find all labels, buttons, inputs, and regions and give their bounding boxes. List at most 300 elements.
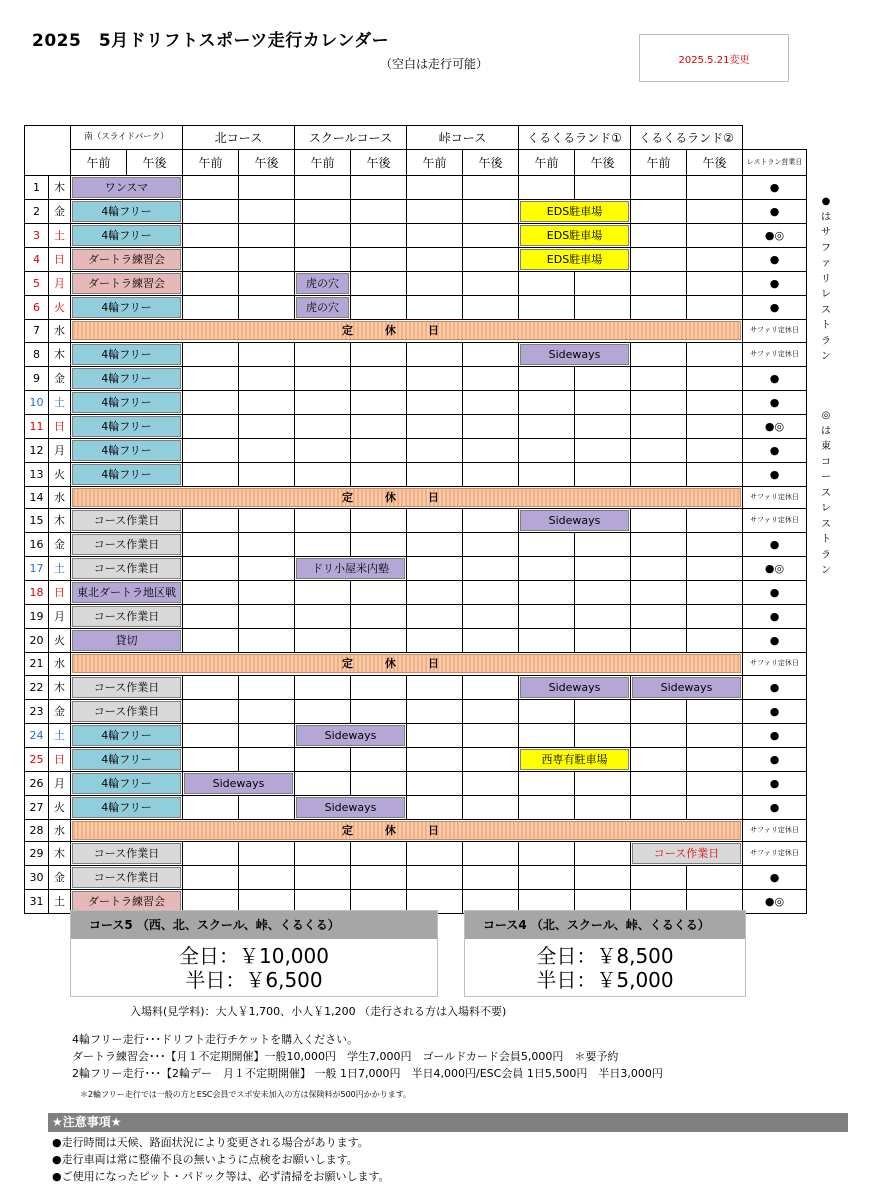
empty-slot bbox=[687, 224, 743, 248]
empty-slot bbox=[295, 176, 351, 200]
day-number: 24 bbox=[25, 723, 49, 747]
empty-slot bbox=[631, 296, 687, 320]
weekday: 土 bbox=[49, 224, 71, 248]
empty-slot bbox=[407, 581, 463, 605]
empty-slot bbox=[407, 533, 463, 557]
empty-slot bbox=[183, 414, 239, 438]
restaurant-status: サファリ定休日 bbox=[743, 486, 807, 509]
restaurant-status: ● bbox=[743, 866, 807, 890]
empty-slot bbox=[183, 581, 239, 605]
event-cell bbox=[71, 629, 183, 653]
calendar-row bbox=[25, 842, 807, 866]
empty-slot bbox=[519, 605, 575, 629]
empty-slot bbox=[687, 200, 743, 224]
restaurant-status: サファリ定休日 bbox=[743, 342, 807, 366]
am-label: 午前 bbox=[71, 150, 127, 176]
event-cell bbox=[519, 509, 631, 533]
weekday: 日 bbox=[49, 248, 71, 272]
event-cell bbox=[71, 176, 183, 200]
event-label: 4輪フリー bbox=[72, 416, 181, 437]
am-label: 午前 bbox=[183, 150, 239, 176]
empty-slot bbox=[407, 414, 463, 438]
empty-slot bbox=[407, 605, 463, 629]
day-number: 1 bbox=[25, 176, 49, 200]
empty-slot bbox=[463, 462, 519, 486]
event-cell bbox=[71, 795, 183, 819]
empty-slot bbox=[687, 795, 743, 819]
day-number: 29 bbox=[25, 842, 49, 866]
empty-slot bbox=[631, 248, 687, 272]
weekday: 月 bbox=[49, 605, 71, 629]
empty-slot bbox=[519, 533, 575, 557]
empty-slot bbox=[295, 771, 351, 795]
col-restaurant: レストラン営業日 bbox=[743, 150, 807, 176]
event-label: コース作業日 bbox=[72, 677, 181, 698]
weekday: 日 bbox=[49, 581, 71, 605]
empty-slot bbox=[239, 723, 295, 747]
empty-slot bbox=[575, 438, 631, 462]
empty-slot bbox=[407, 747, 463, 771]
holiday-label: 定休日 bbox=[72, 821, 741, 840]
fee-header: コース4 （北、スクール、峠、くるくる） bbox=[465, 911, 745, 939]
day-number: 15 bbox=[25, 509, 49, 533]
admission-fee: 入場料(見学料)：大人￥1,700、小人￥1,200 （走行される方は入場料不要) bbox=[130, 1005, 507, 1018]
restaurant-status: ● bbox=[743, 675, 807, 699]
empty-slot bbox=[183, 629, 239, 653]
empty-slot bbox=[463, 414, 519, 438]
change-note: 2025.5.21変更 bbox=[678, 54, 750, 66]
col-school: スクールコース bbox=[295, 126, 407, 150]
empty-slot bbox=[351, 414, 407, 438]
restaurant-status: ● bbox=[743, 747, 807, 771]
caution-item: ●走行時間は天候、路面状況により変更される場合があります。 bbox=[52, 1136, 369, 1149]
empty-slot bbox=[575, 414, 631, 438]
empty-slot bbox=[239, 629, 295, 653]
empty-slot bbox=[183, 675, 239, 699]
event-label: ダートラ練習会 bbox=[72, 891, 181, 912]
weekday: 木 bbox=[49, 509, 71, 533]
weekday: 火 bbox=[49, 795, 71, 819]
empty-slot bbox=[239, 795, 295, 819]
day-number: 26 bbox=[25, 771, 49, 795]
empty-slot bbox=[407, 699, 463, 723]
event-label: EDS駐車場 bbox=[520, 225, 629, 246]
empty-slot bbox=[183, 747, 239, 771]
empty-slot bbox=[183, 533, 239, 557]
empty-slot bbox=[687, 866, 743, 890]
event-label: 4輪フリー bbox=[72, 344, 181, 365]
empty-slot bbox=[351, 771, 407, 795]
restaurant-status: サファリ定休日 bbox=[743, 509, 807, 533]
empty-slot bbox=[463, 581, 519, 605]
caution-title: ★注意事項★ bbox=[48, 1113, 848, 1132]
calendar-row bbox=[25, 272, 807, 296]
empty-slot bbox=[295, 629, 351, 653]
weekday: 月 bbox=[49, 272, 71, 296]
restaurant-status: ●◎ bbox=[743, 557, 807, 581]
am-label: 午前 bbox=[519, 150, 575, 176]
empty-slot bbox=[295, 462, 351, 486]
restaurant-status: ● bbox=[743, 699, 807, 723]
empty-slot bbox=[407, 296, 463, 320]
event-cell bbox=[519, 675, 631, 699]
day-number: 19 bbox=[25, 605, 49, 629]
calendar-row bbox=[25, 320, 807, 343]
empty-slot bbox=[463, 699, 519, 723]
empty-slot bbox=[463, 438, 519, 462]
empty-slot bbox=[351, 176, 407, 200]
event-label: ワンスマ bbox=[72, 177, 181, 198]
restaurant-status: ●◎ bbox=[743, 414, 807, 438]
empty-slot bbox=[463, 675, 519, 699]
empty-slot bbox=[463, 557, 519, 581]
empty-slot bbox=[407, 629, 463, 653]
event-cell bbox=[71, 390, 183, 414]
event-label: コース作業日 bbox=[72, 701, 181, 722]
event-label: 東北ダートラ地区戦 bbox=[72, 582, 181, 603]
event-label: Sideways bbox=[296, 725, 405, 746]
empty-slot bbox=[463, 795, 519, 819]
weekday: 木 bbox=[49, 675, 71, 699]
restaurant-status: ●◎ bbox=[743, 890, 807, 914]
empty-slot bbox=[631, 462, 687, 486]
empty-slot bbox=[687, 438, 743, 462]
empty-slot bbox=[407, 390, 463, 414]
change-note-box bbox=[639, 34, 789, 82]
restaurant-status: サファリ定休日 bbox=[743, 842, 807, 866]
empty-slot bbox=[463, 200, 519, 224]
page-subtitle: （空白は走行可能） bbox=[380, 57, 489, 71]
restaurant-status: ● bbox=[743, 723, 807, 747]
empty-slot bbox=[407, 842, 463, 866]
event-cell bbox=[71, 272, 183, 296]
event-cell bbox=[71, 747, 183, 771]
empty-slot bbox=[183, 366, 239, 390]
empty-slot bbox=[463, 342, 519, 366]
empty-slot bbox=[407, 675, 463, 699]
empty-slot bbox=[239, 366, 295, 390]
empty-slot bbox=[463, 747, 519, 771]
empty-slot bbox=[239, 342, 295, 366]
empty-slot bbox=[183, 296, 239, 320]
restaurant-status: ● bbox=[743, 533, 807, 557]
empty-slot bbox=[407, 224, 463, 248]
restaurant-status: ● bbox=[743, 795, 807, 819]
empty-slot bbox=[183, 200, 239, 224]
event-cell bbox=[71, 366, 183, 390]
empty-slot bbox=[463, 605, 519, 629]
empty-slot bbox=[631, 414, 687, 438]
am-label: 午前 bbox=[407, 150, 463, 176]
weekday: 水 bbox=[49, 653, 71, 676]
calendar-row bbox=[25, 629, 807, 653]
empty-slot bbox=[575, 699, 631, 723]
event-cell bbox=[631, 675, 743, 699]
empty-slot bbox=[575, 795, 631, 819]
event-cell bbox=[71, 605, 183, 629]
calendar-row bbox=[25, 248, 807, 272]
empty-slot bbox=[575, 366, 631, 390]
empty-slot bbox=[687, 390, 743, 414]
day-number: 9 bbox=[25, 366, 49, 390]
empty-slot bbox=[295, 605, 351, 629]
calendar-row bbox=[25, 296, 807, 320]
col-south: 南（スライドパーク） bbox=[71, 126, 183, 150]
day-number: 28 bbox=[25, 819, 49, 842]
event-cell bbox=[295, 296, 351, 320]
empty-slot bbox=[631, 795, 687, 819]
empty-slot bbox=[239, 224, 295, 248]
calendar-row bbox=[25, 342, 807, 366]
empty-slot bbox=[463, 272, 519, 296]
empty-slot bbox=[519, 272, 575, 296]
empty-slot bbox=[295, 842, 351, 866]
restaurant-status: ● bbox=[743, 272, 807, 296]
restaurant-status: ● bbox=[743, 200, 807, 224]
empty-slot bbox=[295, 699, 351, 723]
day-number: 20 bbox=[25, 629, 49, 653]
event-label: EDS駐車場 bbox=[520, 249, 629, 270]
empty-slot bbox=[239, 176, 295, 200]
empty-slot bbox=[351, 438, 407, 462]
day-number: 5 bbox=[25, 272, 49, 296]
notes-list bbox=[72, 1031, 663, 1082]
day-number: 31 bbox=[25, 890, 49, 914]
empty-slot bbox=[295, 747, 351, 771]
empty-slot bbox=[183, 462, 239, 486]
col-north: 北コース bbox=[183, 126, 295, 150]
day-number: 6 bbox=[25, 296, 49, 320]
holiday-cell bbox=[71, 653, 743, 676]
empty-slot bbox=[463, 533, 519, 557]
empty-slot bbox=[183, 272, 239, 296]
empty-slot bbox=[351, 462, 407, 486]
calendar-row bbox=[25, 771, 807, 795]
event-cell bbox=[71, 699, 183, 723]
empty-slot bbox=[239, 533, 295, 557]
empty-slot bbox=[631, 366, 687, 390]
event-cell bbox=[519, 200, 631, 224]
weekday: 木 bbox=[49, 342, 71, 366]
calendar-row bbox=[25, 819, 807, 842]
event-cell bbox=[71, 438, 183, 462]
day-number: 3 bbox=[25, 224, 49, 248]
restaurant-status: サファリ定休日 bbox=[743, 819, 807, 842]
empty-slot bbox=[407, 366, 463, 390]
calendar-row bbox=[25, 224, 807, 248]
empty-slot bbox=[239, 675, 295, 699]
weekday: 日 bbox=[49, 747, 71, 771]
event-cell bbox=[631, 842, 743, 866]
empty-slot bbox=[183, 795, 239, 819]
calendar-row bbox=[25, 462, 807, 486]
weekday: 月 bbox=[49, 438, 71, 462]
empty-slot bbox=[687, 509, 743, 533]
empty-slot bbox=[407, 557, 463, 581]
empty-slot bbox=[463, 629, 519, 653]
holiday-cell bbox=[71, 486, 743, 509]
restaurant-status: ● bbox=[743, 248, 807, 272]
empty-slot bbox=[575, 390, 631, 414]
weekday: 金 bbox=[49, 200, 71, 224]
header-corner bbox=[25, 126, 71, 176]
empty-slot bbox=[463, 842, 519, 866]
empty-slot bbox=[239, 438, 295, 462]
empty-slot bbox=[183, 842, 239, 866]
empty-slot bbox=[463, 723, 519, 747]
empty-slot bbox=[463, 366, 519, 390]
empty-slot bbox=[687, 581, 743, 605]
event-label: Sideways bbox=[520, 677, 629, 698]
day-number: 22 bbox=[25, 675, 49, 699]
empty-slot bbox=[687, 557, 743, 581]
day-number: 30 bbox=[25, 866, 49, 890]
pm-label: 午後 bbox=[687, 150, 743, 176]
empty-slot bbox=[351, 272, 407, 296]
event-label: 4輪フリー bbox=[72, 797, 181, 818]
empty-slot bbox=[239, 605, 295, 629]
restaurant-status: ● bbox=[743, 605, 807, 629]
calendar-row bbox=[25, 699, 807, 723]
event-label: 4輪フリー bbox=[72, 297, 181, 318]
empty-slot bbox=[631, 581, 687, 605]
empty-slot bbox=[463, 176, 519, 200]
empty-slot bbox=[295, 509, 351, 533]
calendar-row bbox=[25, 176, 807, 200]
note-small: ＊2輪フリー走行では一般の方とESC会員でスポ安未加入の方は保険料が500円かかります。 bbox=[80, 1090, 412, 1099]
note-line: ダートラ練習会･･･【月１不定期開催】一般10,000円 学生7,000円 ゴールドカード会員5,000円 ＊要予約 bbox=[72, 1050, 619, 1063]
empty-slot bbox=[407, 438, 463, 462]
calendar-row bbox=[25, 723, 807, 747]
event-label: コース作業日 bbox=[72, 606, 181, 627]
event-label: 4輪フリー bbox=[72, 464, 181, 485]
empty-slot bbox=[687, 342, 743, 366]
day-number: 2 bbox=[25, 200, 49, 224]
col-kuru2: くるくるランド② bbox=[631, 126, 743, 150]
weekday: 金 bbox=[49, 866, 71, 890]
empty-slot bbox=[407, 248, 463, 272]
event-label: 虎の穴 bbox=[296, 273, 349, 294]
calendar-row bbox=[25, 438, 807, 462]
empty-slot bbox=[183, 224, 239, 248]
calendar-row bbox=[25, 509, 807, 533]
empty-slot bbox=[463, 771, 519, 795]
event-label: コース作業日 bbox=[72, 510, 181, 531]
day-number: 16 bbox=[25, 533, 49, 557]
caution-item: ●走行車両は常に整備不良の無いように点検をお願いします。 bbox=[52, 1153, 358, 1166]
empty-slot bbox=[575, 272, 631, 296]
empty-slot bbox=[239, 747, 295, 771]
restaurant-status: ● bbox=[743, 366, 807, 390]
holiday-label: 定休日 bbox=[72, 654, 741, 673]
empty-slot bbox=[183, 509, 239, 533]
empty-slot bbox=[687, 771, 743, 795]
holiday-label: 定休日 bbox=[72, 488, 741, 507]
event-label: Sideways bbox=[632, 677, 741, 698]
empty-slot bbox=[519, 795, 575, 819]
empty-slot bbox=[295, 866, 351, 890]
empty-slot bbox=[183, 342, 239, 366]
empty-slot bbox=[519, 438, 575, 462]
empty-slot bbox=[239, 296, 295, 320]
empty-slot bbox=[407, 771, 463, 795]
calendar-row bbox=[25, 581, 807, 605]
weekday: 火 bbox=[49, 462, 71, 486]
empty-slot bbox=[519, 462, 575, 486]
empty-slot bbox=[519, 771, 575, 795]
event-label: 4輪フリー bbox=[72, 725, 181, 746]
empty-slot bbox=[351, 533, 407, 557]
event-label: EDS駐車場 bbox=[520, 201, 629, 222]
weekday: 水 bbox=[49, 320, 71, 343]
note-line: 4輪フリー走行･･･ドリフト走行チケットを購入ください。 bbox=[72, 1033, 359, 1046]
event-cell bbox=[71, 842, 183, 866]
empty-slot bbox=[631, 438, 687, 462]
calendar-row bbox=[25, 675, 807, 699]
empty-slot bbox=[351, 581, 407, 605]
empty-slot bbox=[575, 842, 631, 866]
weekday: 木 bbox=[49, 842, 71, 866]
event-label: Sideways bbox=[184, 773, 293, 794]
empty-slot bbox=[687, 699, 743, 723]
note-line: 2輪フリー走行･･･【2輪デー 月１不定期開催】 一般 1日7,000円 半日4,000円/ESC会員 1日5,500円 半日3,000円 bbox=[72, 1067, 663, 1080]
restaurant-status: ● bbox=[743, 629, 807, 653]
weekday: 土 bbox=[49, 723, 71, 747]
event-cell bbox=[71, 581, 183, 605]
empty-slot bbox=[183, 438, 239, 462]
calendar-table bbox=[24, 125, 807, 914]
pm-label: 午後 bbox=[351, 150, 407, 176]
event-label: 貸切 bbox=[72, 630, 181, 651]
empty-slot bbox=[351, 248, 407, 272]
empty-slot bbox=[575, 629, 631, 653]
event-cell bbox=[71, 414, 183, 438]
weekday: 月 bbox=[49, 771, 71, 795]
fee-full-day: 全日：￥8,500 bbox=[536, 944, 674, 968]
fee-header: コース5 （西、北、スクール、峠、くるくる） bbox=[71, 911, 437, 939]
restaurant-status: サファリ定休日 bbox=[743, 320, 807, 343]
event-cell bbox=[519, 342, 631, 366]
empty-slot bbox=[239, 248, 295, 272]
fee-box-course5 bbox=[70, 910, 438, 997]
empty-slot bbox=[183, 605, 239, 629]
event-cell bbox=[71, 200, 183, 224]
empty-slot bbox=[631, 176, 687, 200]
empty-slot bbox=[631, 224, 687, 248]
empty-slot bbox=[631, 723, 687, 747]
empty-slot bbox=[351, 200, 407, 224]
empty-slot bbox=[295, 224, 351, 248]
empty-slot bbox=[351, 509, 407, 533]
day-number: 18 bbox=[25, 581, 49, 605]
restaurant-status: ● bbox=[743, 390, 807, 414]
restaurant-status: サファリ定休日 bbox=[743, 653, 807, 676]
empty-slot bbox=[519, 723, 575, 747]
fee-box-course4 bbox=[464, 910, 746, 997]
empty-slot bbox=[295, 200, 351, 224]
event-cell bbox=[71, 533, 183, 557]
empty-slot bbox=[575, 866, 631, 890]
empty-slot bbox=[351, 342, 407, 366]
holiday-cell bbox=[71, 819, 743, 842]
empty-slot bbox=[519, 629, 575, 653]
empty-slot bbox=[575, 605, 631, 629]
event-label: 4輪フリー bbox=[72, 440, 181, 461]
empty-slot bbox=[239, 462, 295, 486]
event-label: Sideways bbox=[296, 797, 405, 818]
event-label: コース作業日 bbox=[72, 558, 181, 579]
event-label: 西専有駐車場 bbox=[520, 749, 629, 770]
